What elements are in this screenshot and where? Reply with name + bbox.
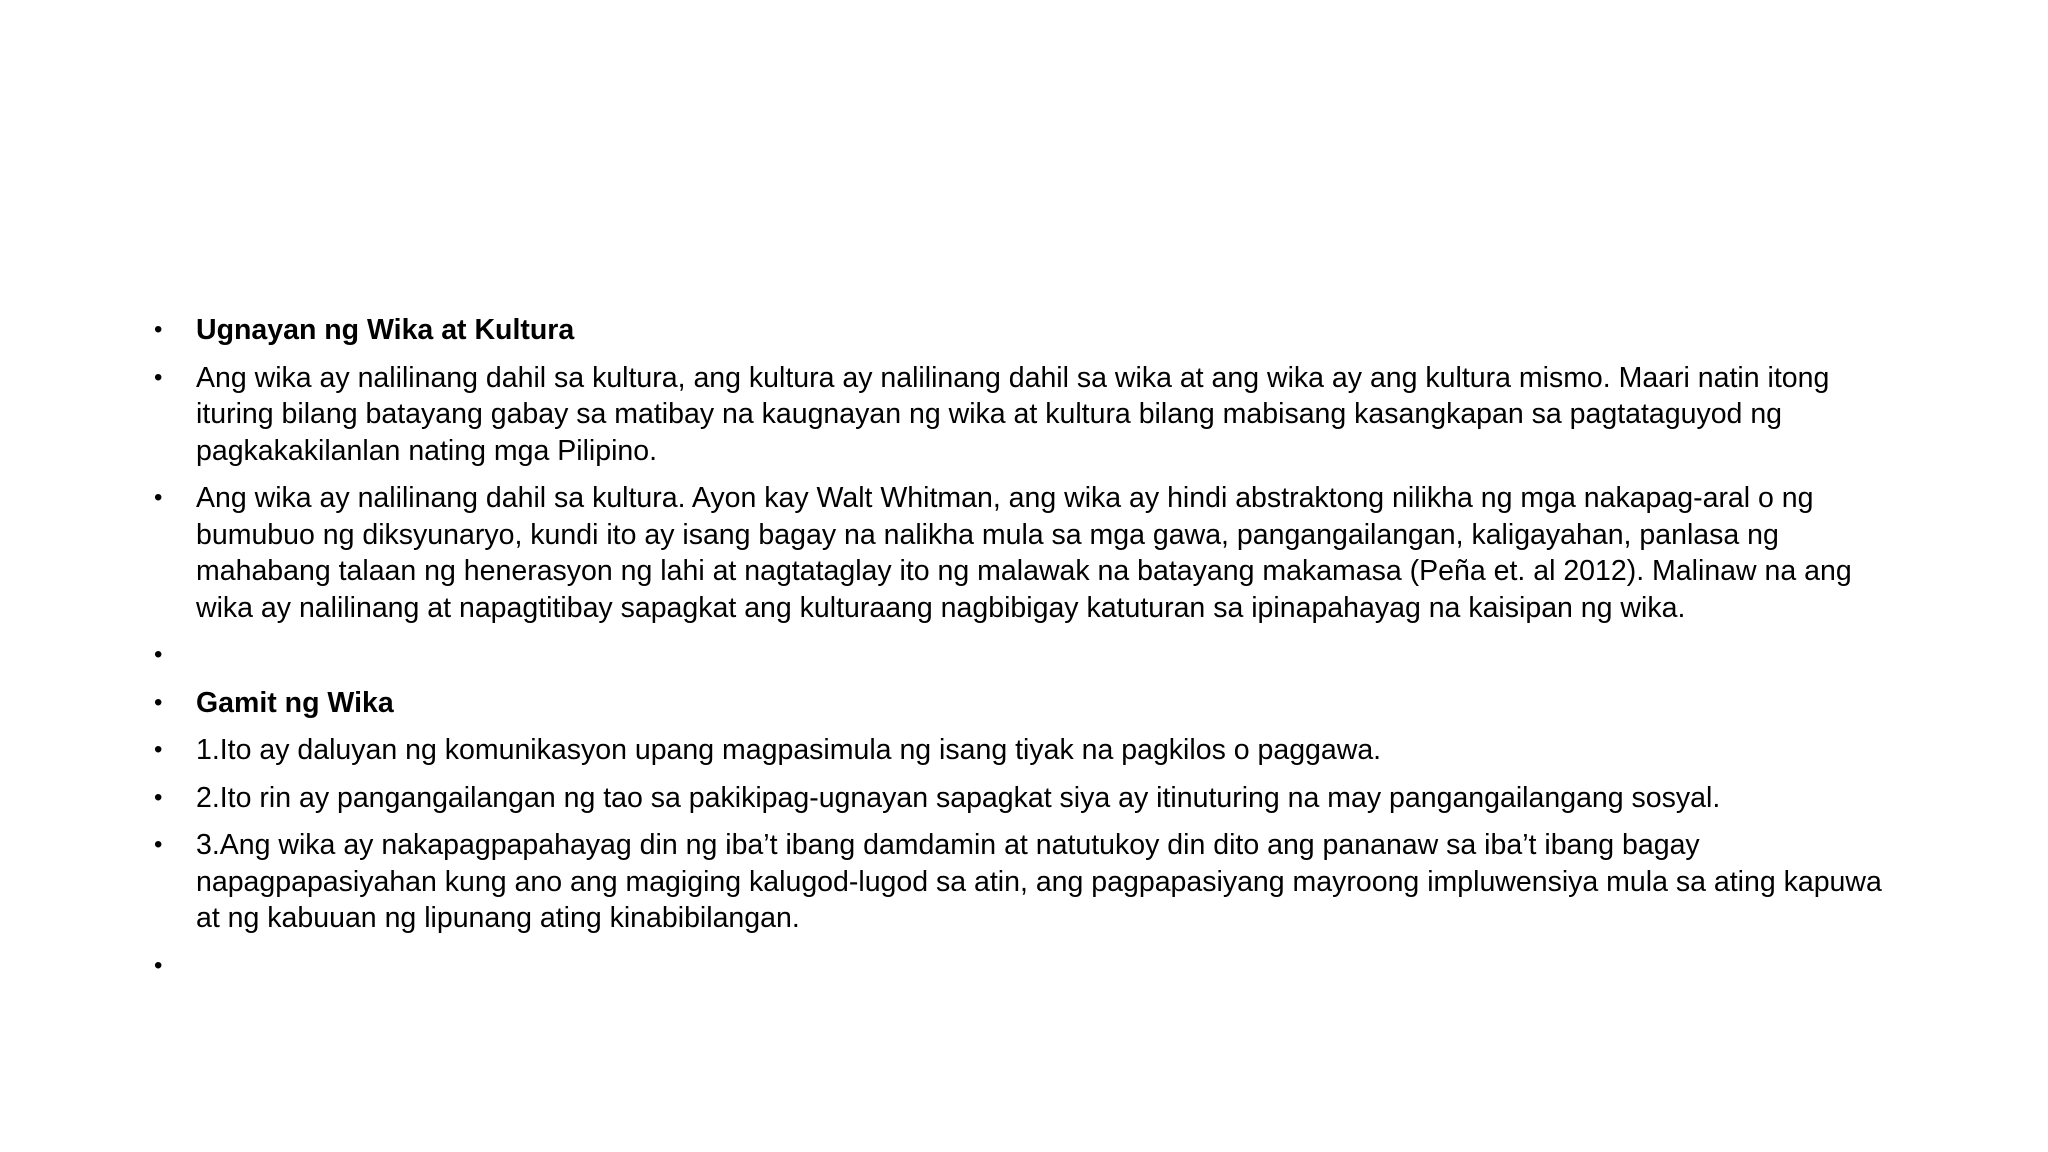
bullet-item-empty — [150, 637, 1910, 674]
bullet-dot-icon: • — [154, 951, 163, 979]
bullet-dot-icon: • — [154, 688, 163, 716]
section-heading: Gamit ng Wika — [196, 686, 394, 719]
bullet-dot-icon: • — [154, 484, 163, 511]
bullet-dot-icon: • — [154, 783, 163, 811]
bullet-text: Ang wika ay nalilinang dahil sa kultura, ang kultura ay nalilinang dahil sa wika at ang wika ay ang kultura mismo. Maari natin itong ituring bilang batayang gabay sa matibay na kaugnayan ng wika at kultura bilang mabisang kasangkapan sa pagtataguyod ng pagkakakilanlan nating mga Pilipino. — [196, 361, 1830, 467]
bullet-item-empty — [150, 948, 1910, 985]
bullet-text: 2.Ito rin ay pangangailangan ng tao sa pakikipag-ugnayan sapagkat siya ay itinuturing na may pangangailangang sosyal. — [196, 781, 1721, 814]
bullet-list — [150, 312, 1910, 984]
bullet-dot-icon: • — [154, 641, 163, 668]
bullet-text: 3.Ang wika ay nakapagpapahayag din ng iba’t ibang damdamin at natutukoy din dito ang pananaw sa iba’t ibang bagay napagpapasiyahan kung ano ang magiging kalugod-lugod sa atin, ang pagpapasiyang mayroong impluwensiya mula sa ating kapuwa at ng kabuuan ng lipunang ating kinabibilangan. — [196, 829, 1882, 934]
bullet-item — [150, 732, 1910, 769]
bullet-item — [150, 360, 1910, 470]
bullet-dot-icon: • — [154, 363, 163, 391]
slide-body — [150, 312, 1910, 995]
bullet-item-heading-gamit — [150, 685, 1910, 722]
bullet-item — [150, 827, 1910, 937]
bullet-dot-icon: • — [154, 736, 163, 763]
bullet-dot-icon: • — [154, 316, 163, 343]
bullet-dot-icon: • — [154, 831, 163, 858]
section-heading: Ugnayan ng Wika at Kultura — [196, 314, 575, 346]
bullet-item — [150, 480, 1910, 626]
bullet-item — [150, 780, 1910, 817]
bullet-text: 1.Ito ay daluyan ng komunikasyon upang magpasimula ng isang tiyak na pagkilos o paggawa. — [196, 734, 1382, 766]
bullet-item-heading-ugnayan — [150, 312, 1910, 349]
bullet-text: Ang wika ay nalilinang dahil sa kultura. Ayon kay Walt Whitman, ang wika ay hindi abstraktong nilikha ng mga nakapag-aral o ng bumubuo ng diksyunaryo, kundi ito ay isang bagay na nalikha mula sa mga gawa, pangangailangan, kaligayahan, panlasa ng mahabang talaan ng henerasyon ng lahi at nagtataglay ito ng malawak na batayang makamasa (Peña et. al 2012). Malinaw na ang wika ay nalilinang at napagtitibay sapagkat ang kulturaang nagbibigay katuturan sa ipinapahayag na kaisipan ng wika. — [196, 482, 1852, 624]
